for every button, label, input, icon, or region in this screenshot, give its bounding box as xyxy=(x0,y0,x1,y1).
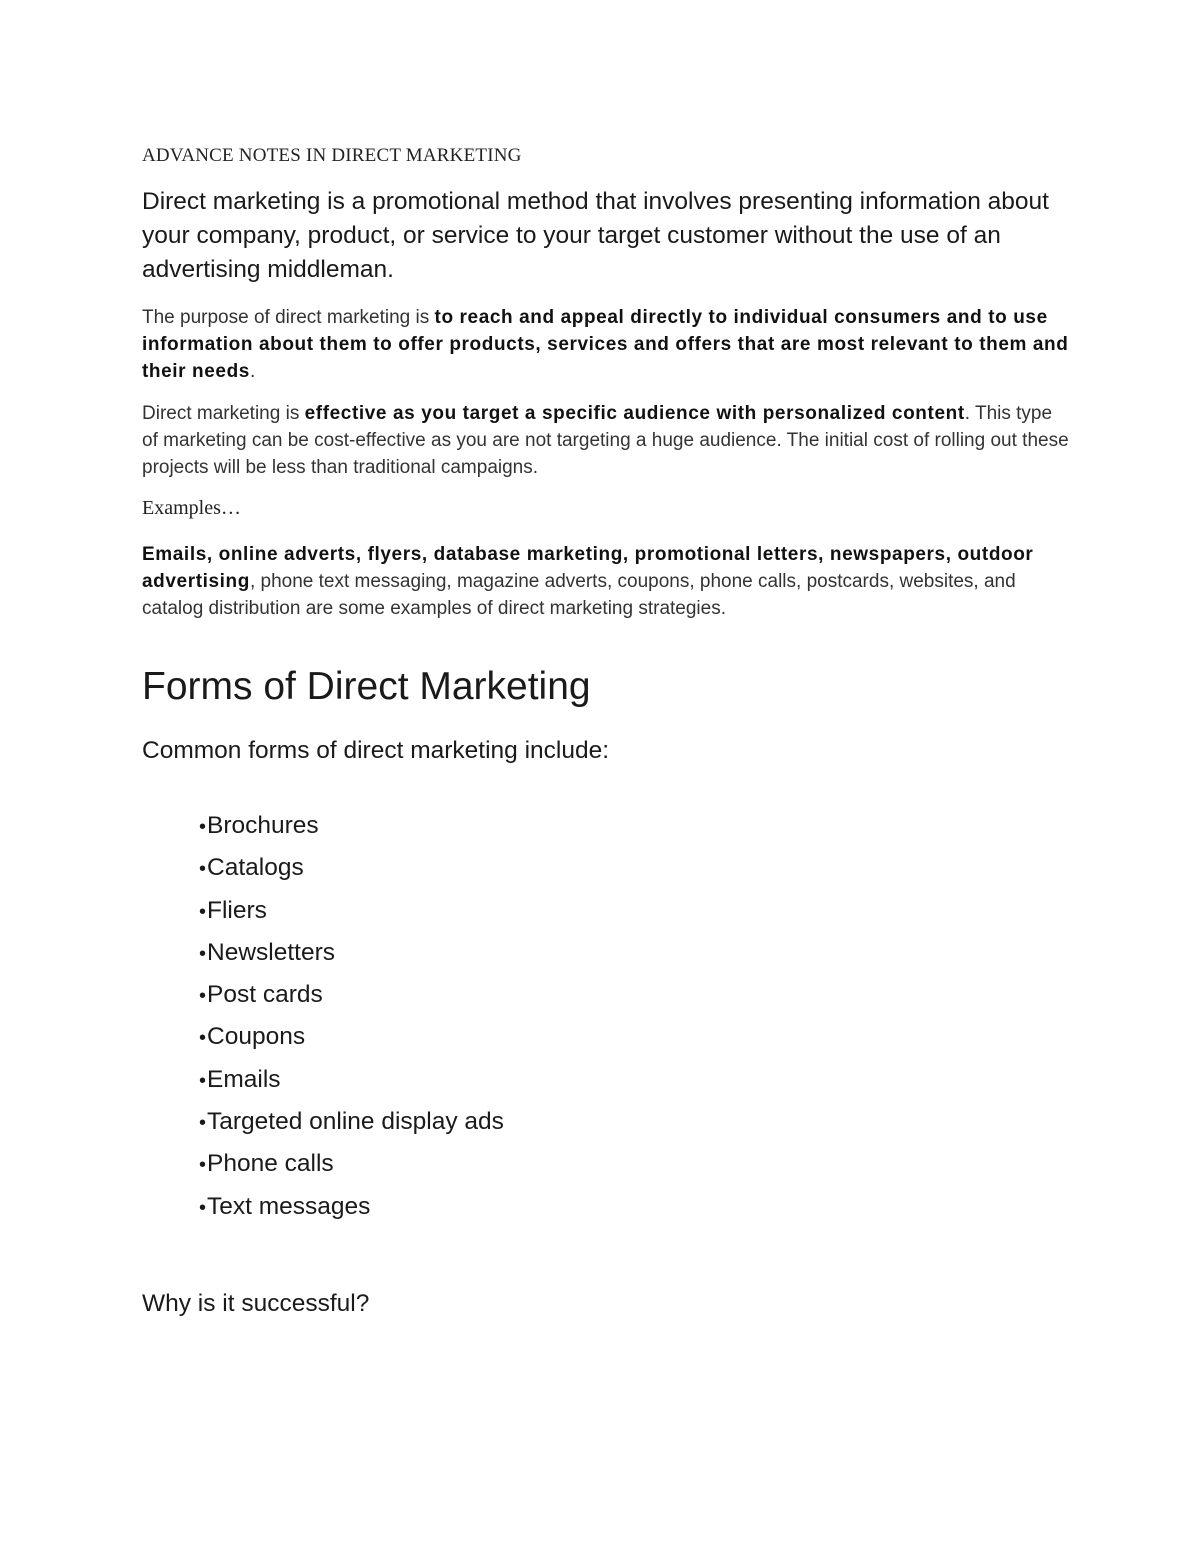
bullet: • xyxy=(199,858,207,881)
bullet: • xyxy=(199,816,207,838)
list-item xyxy=(199,1016,504,1058)
bullet: • xyxy=(199,1112,207,1135)
bullet: • xyxy=(199,1027,207,1050)
list-item xyxy=(199,974,504,1016)
bullet: • xyxy=(199,1069,207,1092)
list-item-label: Brochures xyxy=(207,812,319,839)
list-item xyxy=(199,805,504,847)
purpose-bold: to reach and appeal directly to individual consumers and to use information about them to offer products, services and offers that are most relevant to them and their needs xyxy=(142,307,1069,382)
list-item-label: Post cards xyxy=(207,981,323,1009)
purpose-paragraph xyxy=(142,304,1072,385)
list-item xyxy=(199,1101,504,1143)
intro-paragraph: Direct marketing is a promotional method that involves presenting information about your company, product, or service to your target customer without the use of an advertising middleman. xyxy=(142,188,1049,283)
list-item-label: Phone calls xyxy=(207,1150,334,1178)
list-item-label: Catalogs xyxy=(207,854,304,882)
list-item-label: Newsletters xyxy=(207,938,335,966)
list-item-label: Emails xyxy=(207,1065,281,1093)
bullet: • xyxy=(199,985,207,1008)
list-item xyxy=(199,1143,504,1185)
common-forms-intro: Common forms of direct marketing include: xyxy=(142,737,610,764)
effective-tail: . This type of marketing can be cost-effective as you are not targeting a huge audience. The initial cost of rolling out these projects will be less than traditional campaigns. xyxy=(142,403,1069,478)
bullet: • xyxy=(199,900,207,923)
effective-bold: effective as you target a specific audience with personalized content xyxy=(304,403,965,424)
effective-lead: Direct marketing is xyxy=(142,403,305,424)
list-item-label: Coupons xyxy=(207,1023,306,1051)
purpose-lead: The purpose of direct marketing is xyxy=(142,307,435,328)
examples-tail: , phone text messaging, magazine adverts, coupons, phone calls, postcards, websites, and catalog distribution are some examples of direct marketing strategies. xyxy=(142,571,1016,619)
document-title: ADVANCE NOTES IN DIRECT MARKETING xyxy=(142,145,522,166)
list-item-label: Targeted online display ads xyxy=(207,1108,504,1136)
examples-label: Examples… xyxy=(142,497,241,519)
list-item xyxy=(199,1059,504,1101)
effective-paragraph xyxy=(142,400,1072,481)
why-heading: Why is it successful? xyxy=(142,1290,370,1317)
forms-heading: Forms of Direct Marketing xyxy=(142,665,591,708)
bullet: • xyxy=(199,942,207,965)
examples-bold: Emails, online adverts, flyers, database marketing, promotional letters, newspapers, outdoor advertising xyxy=(142,544,1034,592)
list-item xyxy=(199,1186,504,1228)
bullet: • xyxy=(199,1154,207,1177)
examples-paragraph xyxy=(142,541,1072,622)
purpose-tail: . xyxy=(249,361,256,382)
forms-list xyxy=(199,805,504,1228)
bullet: • xyxy=(199,1196,207,1219)
list-item xyxy=(199,890,504,932)
list-item xyxy=(199,847,504,889)
list-item xyxy=(199,932,504,974)
list-item-label: Fliers xyxy=(207,896,267,924)
list-item-label: Text messages xyxy=(207,1192,371,1220)
